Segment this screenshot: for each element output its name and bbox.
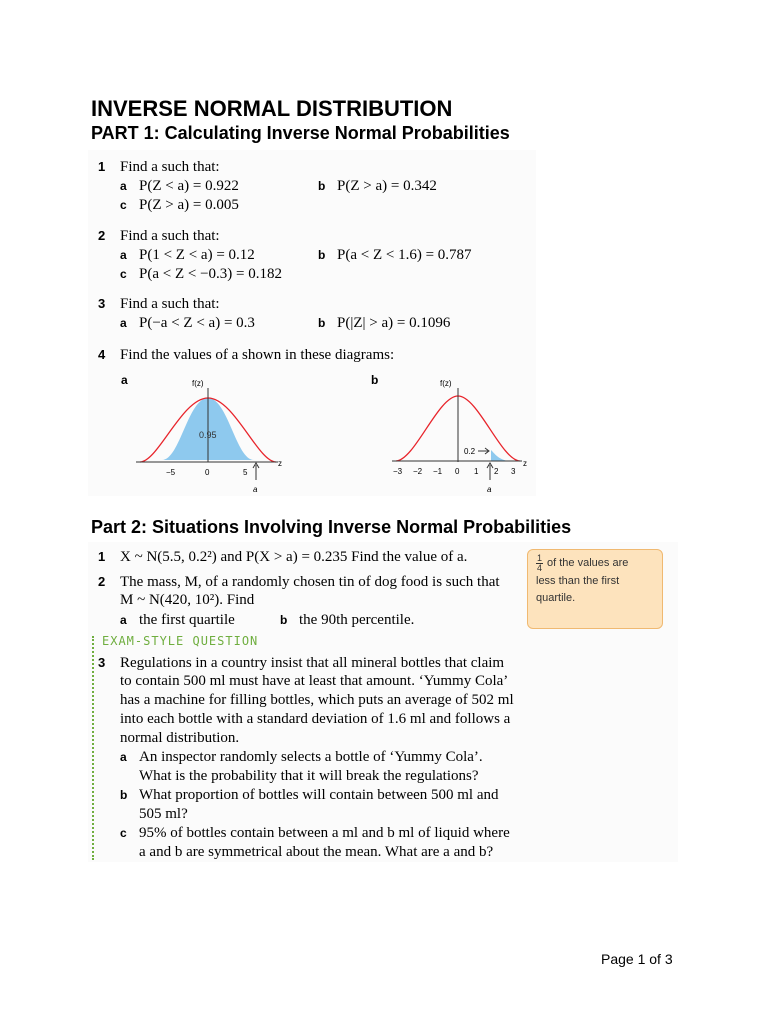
diagram-b-tick-0: 0 [455,467,460,476]
q2c-text: P(a < Z < −0.3) = 0.182 [139,266,282,282]
q1a-text: P(Z < a) = 0.922 [139,178,239,194]
q4-number: 4 [98,347,106,362]
diagram-a-tick-0: 0 [205,468,210,477]
diagram-b-tick-neg3: −3 [393,467,403,476]
part2-heading: Part 2: Situations Involving Inverse Normal Probabilities [91,517,572,537]
p2-q3a-label: a [120,750,127,764]
diagram-b-tick-3: 3 [511,467,516,476]
diagram-a-xaxis: z [278,459,282,468]
p2-q3c-label: c [120,826,127,840]
p2-q2b-label: b [280,613,288,627]
q2a-label: a [120,248,127,262]
diagram-b-label: b [371,373,379,387]
part1-heading: PART 1: Calculating Inverse Normal Probabilities [91,123,510,143]
p2-q3 [98,653,504,673]
q2-stem [98,226,220,246]
q3b-text: P(|Z| > a) = 0.1096 [337,315,451,331]
diagram-b-tick-neg2: −2 [413,467,423,476]
q3a-label: a [120,316,127,330]
p2-q1-text: X ~ N(5.5, 0.2²) and P(X > a) = 0.235 Find the value of a. [120,549,468,565]
p2-q3b [120,786,499,805]
q1c-text: P(Z > a) = 0.005 [139,197,239,213]
q1b-label: b [318,179,326,193]
p2-q2-line2: M ~ N(420, 10²). Find [120,592,255,608]
q1-stem [98,157,220,177]
p2-q1-number: 1 [98,549,106,564]
p2-q2a-text: the first quartile [139,612,235,628]
p2-q1 [98,547,467,567]
q3a [120,314,255,333]
p2-q3-line2: to contain 500 ml must have at least that amount. ‘Yummy Cola’ [120,673,509,689]
hint-fraction-numerator: 1 [537,553,543,563]
q2b-label: b [318,248,326,262]
diagram-a-area-label: 0.95 [199,430,217,440]
q1-number: 1 [98,159,106,174]
diagram-b-area-arrow [478,448,489,454]
p2-q2-line1: The mass, M, of a randomly chosen tin of dog food is such that [120,574,500,590]
diagram-b [360,368,540,498]
diagram-a [110,368,300,498]
q1a-label: a [120,179,127,193]
p2-q3a [120,748,483,767]
q1b-text: P(Z > a) = 0.342 [337,178,437,194]
p2-q2a [120,611,235,630]
p2-q3a-line2: What is the probability that it will break the regulations? [139,768,479,784]
diagram-a-marker-label: a [253,485,258,494]
p2-q2b [280,611,414,630]
q3-number: 3 [98,296,106,311]
exam-style-label: EXAM-STYLE QUESTION [102,634,259,648]
page-number: Page 1 of 3 [601,951,673,967]
q1c-label: c [120,198,127,212]
page-title: INVERSE NORMAL DISTRIBUTION [91,96,453,121]
hint-fraction-denominator: 4 [537,563,543,573]
p2-q2b-text: the 90th percentile. [299,612,415,628]
diagram-b-area-label: 0.2 [464,447,476,456]
diagram-a-yaxis: f(z) [192,379,204,388]
hint-line3: quartile. [536,592,576,604]
diagram-a-label: a [121,373,128,387]
hint-note [527,549,663,629]
q2a-text: P(1 < Z < a) = 0.12 [139,247,255,263]
q2b-text: P(a < Z < 1.6) = 0.787 [337,247,472,263]
p2-q3-line3: has a machine for filling bottles, which puts an average of 502 ml [120,692,514,708]
diagram-b-tick-neg1: −1 [433,467,443,476]
q3a-text: P(−a < Z < a) = 0.3 [139,315,255,331]
q3-stem-text: Find a such that: [120,296,220,312]
hint-fraction [536,554,543,573]
diagram-b-tick-2: 2 [494,467,499,476]
diagram-b-xaxis: z [523,459,527,468]
p2-q2 [98,572,500,592]
p2-q3b-line1: What proportion of bottles will contain between 500 ml and [139,787,499,803]
diagram-a-tick-5: 5 [243,468,248,477]
p2-q3-line4: into each bottle with a standard deviation of 1.6 ml and follows a [120,711,511,727]
q1c [120,196,239,215]
q4-stem-text: Find the values of a shown in these diagrams: [120,347,395,363]
p2-q2-number: 2 [98,574,106,589]
q2-stem-text: Find a such that: [120,228,220,244]
p2-q3-line5: normal distribution. [120,730,240,746]
diagram-b-marker-label: a [487,485,492,494]
q1b [318,177,437,196]
p2-q3c [120,824,510,843]
q2b [318,246,472,265]
p2-q3c-line1: 95% of bottles contain between a ml and b ml of liquid where [139,825,510,841]
p2-q3a-line1: An inspector randomly selects a bottle of ‘Yummy Cola’. [139,749,483,765]
q2c [120,265,282,284]
diagram-a-tick-neg5: −5 [166,468,176,477]
p2-q3-number: 3 [98,655,106,670]
p2-q3-line1: Regulations in a country insist that all mineral bottles that claim [120,655,505,671]
hint-line2: less than the first [536,575,620,587]
p2-q3b-line2: 505 ml? [139,806,188,822]
exam-dotted-border [92,636,94,860]
q2c-label: c [120,267,127,281]
p2-q3c-line2: a and b are symmetrical about the mean. What are a and b? [139,844,494,860]
q4-stem [98,345,394,365]
diagram-b-yaxis: f(z) [440,379,452,388]
hint-note-row1 [536,554,654,573]
p2-q2a-label: a [120,613,127,627]
hint-line1: of the values are [547,557,629,569]
q3b [318,314,450,333]
p2-q3b-label: b [120,788,128,802]
q1-stem-text: Find a such that: [120,159,220,175]
q3b-label: b [318,316,326,330]
q1a [120,177,239,196]
q2-number: 2 [98,228,106,243]
q2a [120,246,255,265]
diagram-b-tick-1: 1 [474,467,479,476]
q3-stem [98,294,220,314]
